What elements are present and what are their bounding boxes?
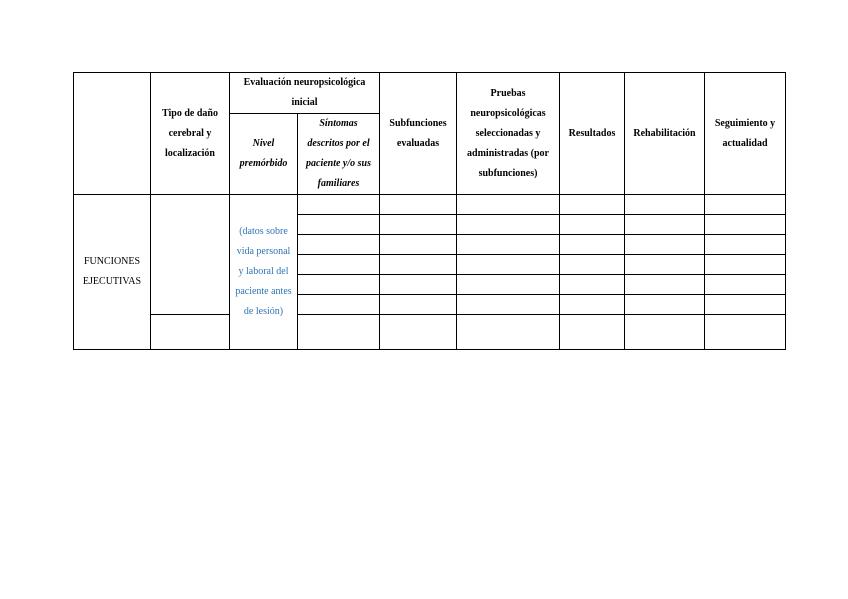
table-cell xyxy=(560,275,625,295)
header-subfunciones: Subfunciones evaluadas xyxy=(380,73,457,195)
table-cell xyxy=(380,255,457,275)
table-cell xyxy=(560,255,625,275)
header-nivel-premorbido: Nivel premórbido xyxy=(230,114,298,195)
table-cell xyxy=(625,195,705,215)
header-tipo: Tipo de daño cerebral y localización xyxy=(151,73,230,195)
tipo-cell xyxy=(151,195,230,315)
table-cell xyxy=(560,315,625,350)
table-cell xyxy=(457,195,560,215)
table-cell xyxy=(298,215,380,235)
table-cell xyxy=(380,235,457,255)
table-cell xyxy=(457,315,560,350)
table-cell xyxy=(625,235,705,255)
table-cell xyxy=(560,195,625,215)
header-resultados: Resultados xyxy=(560,73,625,195)
table-cell xyxy=(380,275,457,295)
table-cell xyxy=(380,215,457,235)
table-cell xyxy=(298,275,380,295)
table-cell xyxy=(705,195,786,215)
table-cell xyxy=(625,275,705,295)
table-cell xyxy=(298,195,380,215)
table-cell xyxy=(380,195,457,215)
table-cell xyxy=(298,235,380,255)
table-cell xyxy=(457,275,560,295)
table-cell xyxy=(625,315,705,350)
table-cell xyxy=(298,315,380,350)
header-rehabilitacion: Rehabilitación xyxy=(625,73,705,195)
table-cell xyxy=(457,255,560,275)
table-cell xyxy=(625,295,705,315)
header-seguimiento: Seguimiento y actualidad xyxy=(705,73,786,195)
table-cell xyxy=(457,215,560,235)
table-cell xyxy=(560,295,625,315)
header-pruebas: Pruebas neuropsicológicas seleccionadas y administradas (por subfunciones) xyxy=(457,73,560,195)
table-cell xyxy=(625,255,705,275)
table-cell xyxy=(298,295,380,315)
table-cell xyxy=(705,275,786,295)
table-cell xyxy=(380,315,457,350)
table-cell xyxy=(705,315,786,350)
header-empty-cell xyxy=(74,73,151,195)
table-cell xyxy=(457,235,560,255)
table-cell xyxy=(380,295,457,315)
table-cell xyxy=(625,215,705,235)
table-cell xyxy=(298,255,380,275)
nivel-premorbido-note: (datos sobre vida personal y laboral del paciente antes de lesión) xyxy=(230,195,298,350)
evaluation-table xyxy=(73,72,786,350)
table-cell xyxy=(705,215,786,235)
header-sintomas: Síntomas descritos por el paciente y/o sus familiares xyxy=(298,114,380,195)
table-cell xyxy=(560,215,625,235)
table-cell xyxy=(457,295,560,315)
table-cell xyxy=(705,255,786,275)
table-cell xyxy=(705,235,786,255)
table-cell xyxy=(560,235,625,255)
header-evaluacion: Evaluación neuropsicológica inicial xyxy=(230,73,380,114)
tipo-cell-bottom xyxy=(151,315,230,350)
funcion-label: FUNCIONES EJECUTIVAS xyxy=(74,195,151,350)
table-cell xyxy=(705,295,786,315)
